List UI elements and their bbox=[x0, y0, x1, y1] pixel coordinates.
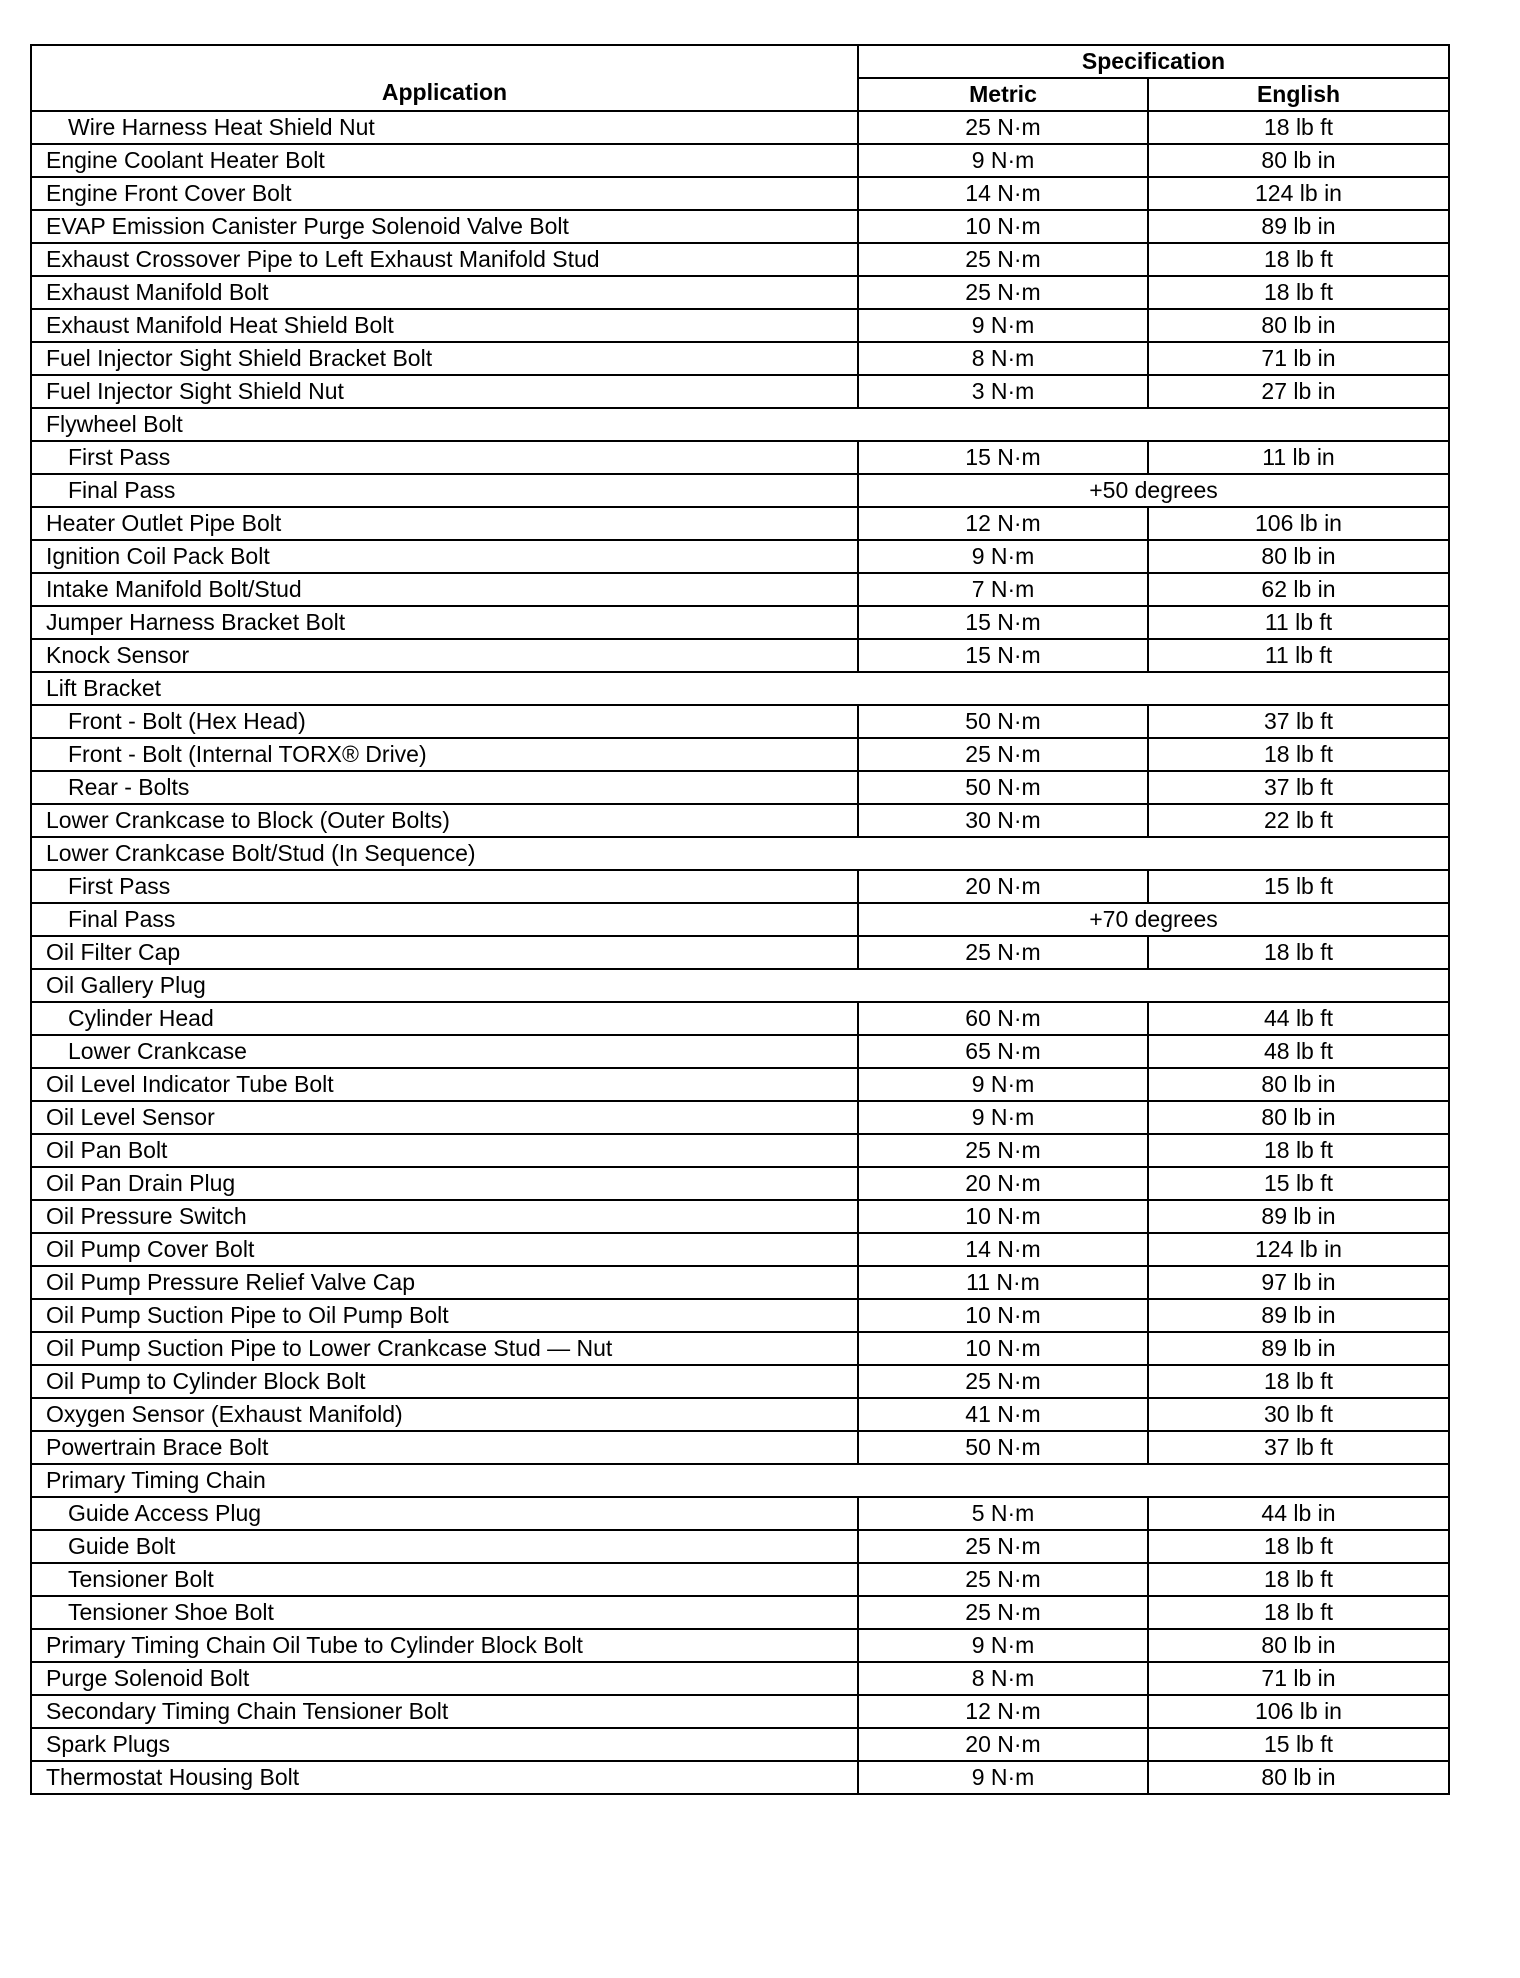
metric-cell: 9 N·m bbox=[858, 1761, 1148, 1794]
group-heading-cell: Oil Gallery Plug bbox=[31, 969, 858, 1002]
english-cell: 15 lb ft bbox=[1148, 1167, 1449, 1200]
torque-spec-table bbox=[30, 44, 1450, 1795]
english-cell: 106 lb in bbox=[1148, 507, 1449, 540]
english-cell: 37 lb ft bbox=[1148, 771, 1449, 804]
application-cell: Knock Sensor bbox=[31, 639, 858, 672]
application-cell: Engine Front Cover Bolt bbox=[31, 177, 858, 210]
application-cell: Intake Manifold Bolt/Stud bbox=[31, 573, 858, 606]
english-cell: 80 lb in bbox=[1148, 144, 1449, 177]
table-row bbox=[31, 771, 1449, 804]
table-row bbox=[31, 1530, 1449, 1563]
metric-cell: 3 N·m bbox=[858, 375, 1148, 408]
group-blank-cell bbox=[858, 672, 1449, 705]
english-cell: 80 lb in bbox=[1148, 1068, 1449, 1101]
metric-cell: 9 N·m bbox=[858, 1101, 1148, 1134]
table-row bbox=[31, 408, 1449, 441]
table-row bbox=[31, 1629, 1449, 1662]
application-cell: Heater Outlet Pipe Bolt bbox=[31, 507, 858, 540]
application-cell: Lower Crankcase to Block (Outer Bolts) bbox=[31, 804, 858, 837]
english-cell: 89 lb in bbox=[1148, 1200, 1449, 1233]
metric-cell: 10 N·m bbox=[858, 1200, 1148, 1233]
metric-cell: 5 N·m bbox=[858, 1497, 1148, 1530]
metric-cell: 25 N·m bbox=[858, 111, 1148, 144]
application-cell: Guide Bolt bbox=[31, 1530, 858, 1563]
english-cell: 80 lb in bbox=[1148, 1101, 1449, 1134]
english-cell: 18 lb ft bbox=[1148, 936, 1449, 969]
metric-cell: 25 N·m bbox=[858, 1134, 1148, 1167]
application-cell: Spark Plugs bbox=[31, 1728, 858, 1761]
table-body bbox=[31, 111, 1449, 1794]
english-cell: 18 lb ft bbox=[1148, 1596, 1449, 1629]
header-application: Application bbox=[31, 45, 858, 111]
metric-cell: 14 N·m bbox=[858, 177, 1148, 210]
table-row bbox=[31, 1068, 1449, 1101]
table-row bbox=[31, 309, 1449, 342]
header-specification: Specification bbox=[858, 45, 1449, 78]
metric-cell: 9 N·m bbox=[858, 1068, 1148, 1101]
table-row bbox=[31, 837, 1449, 870]
table-row bbox=[31, 1563, 1449, 1596]
english-cell: 22 lb ft bbox=[1148, 804, 1449, 837]
english-cell: 11 lb ft bbox=[1148, 639, 1449, 672]
application-cell: Guide Access Plug bbox=[31, 1497, 858, 1530]
english-cell: 15 lb ft bbox=[1148, 870, 1449, 903]
table-row bbox=[31, 111, 1449, 144]
table-row bbox=[31, 1728, 1449, 1761]
table-row bbox=[31, 144, 1449, 177]
table-row bbox=[31, 1365, 1449, 1398]
application-cell: Rear - Bolts bbox=[31, 771, 858, 804]
metric-cell: 15 N·m bbox=[858, 441, 1148, 474]
metric-cell: 25 N·m bbox=[858, 738, 1148, 771]
table-row bbox=[31, 276, 1449, 309]
english-cell: 71 lb in bbox=[1148, 342, 1449, 375]
table-row bbox=[31, 672, 1449, 705]
application-cell: Exhaust Crossover Pipe to Left Exhaust Manifold Stud bbox=[31, 243, 858, 276]
table-row bbox=[31, 903, 1449, 936]
metric-cell: 12 N·m bbox=[858, 1695, 1148, 1728]
header-row-1 bbox=[31, 45, 1449, 78]
english-cell: 18 lb ft bbox=[1148, 276, 1449, 309]
english-cell: 62 lb in bbox=[1148, 573, 1449, 606]
table-row bbox=[31, 1596, 1449, 1629]
table-row bbox=[31, 1134, 1449, 1167]
application-cell: Oil Level Sensor bbox=[31, 1101, 858, 1134]
application-cell: Primary Timing Chain Oil Tube to Cylinder Block Bolt bbox=[31, 1629, 858, 1662]
metric-cell: 25 N·m bbox=[858, 936, 1148, 969]
application-cell: Oxygen Sensor (Exhaust Manifold) bbox=[31, 1398, 858, 1431]
application-cell: Oil Pump to Cylinder Block Bolt bbox=[31, 1365, 858, 1398]
english-cell: 15 lb ft bbox=[1148, 1728, 1449, 1761]
table-row bbox=[31, 243, 1449, 276]
application-cell: Engine Coolant Heater Bolt bbox=[31, 144, 858, 177]
application-cell: Oil Pressure Switch bbox=[31, 1200, 858, 1233]
english-cell: 89 lb in bbox=[1148, 1332, 1449, 1365]
metric-cell: 8 N·m bbox=[858, 1662, 1148, 1695]
application-cell: Cylinder Head bbox=[31, 1002, 858, 1035]
application-cell: Final Pass bbox=[31, 474, 858, 507]
application-cell: Front - Bolt (Hex Head) bbox=[31, 705, 858, 738]
table-row bbox=[31, 342, 1449, 375]
group-blank-cell bbox=[858, 969, 1449, 1002]
table-row bbox=[31, 540, 1449, 573]
application-cell: Exhaust Manifold Heat Shield Bolt bbox=[31, 309, 858, 342]
application-cell: Fuel Injector Sight Shield Bracket Bolt bbox=[31, 342, 858, 375]
english-cell: 30 lb ft bbox=[1148, 1398, 1449, 1431]
metric-cell: 25 N·m bbox=[858, 276, 1148, 309]
english-cell: 37 lb ft bbox=[1148, 705, 1449, 738]
english-cell: 18 lb ft bbox=[1148, 738, 1449, 771]
metric-cell: 25 N·m bbox=[858, 243, 1148, 276]
table-row bbox=[31, 573, 1449, 606]
table-row bbox=[31, 705, 1449, 738]
application-cell: Oil Pump Suction Pipe to Lower Crankcase Stud — Nut bbox=[31, 1332, 858, 1365]
metric-cell: 50 N·m bbox=[858, 771, 1148, 804]
table-row bbox=[31, 936, 1449, 969]
application-cell: Wire Harness Heat Shield Nut bbox=[31, 111, 858, 144]
metric-cell: 20 N·m bbox=[858, 1167, 1148, 1200]
english-cell: 124 lb in bbox=[1148, 177, 1449, 210]
english-cell: 37 lb ft bbox=[1148, 1431, 1449, 1464]
metric-cell: 25 N·m bbox=[858, 1563, 1148, 1596]
table-row bbox=[31, 1332, 1449, 1365]
english-cell: 11 lb in bbox=[1148, 441, 1449, 474]
application-cell: Oil Level Indicator Tube Bolt bbox=[31, 1068, 858, 1101]
table-row bbox=[31, 375, 1449, 408]
metric-cell: 25 N·m bbox=[858, 1365, 1148, 1398]
english-cell: 80 lb in bbox=[1148, 1629, 1449, 1662]
metric-cell: 10 N·m bbox=[858, 1299, 1148, 1332]
metric-cell: 11 N·m bbox=[858, 1266, 1148, 1299]
english-cell: 71 lb in bbox=[1148, 1662, 1449, 1695]
metric-cell: 20 N·m bbox=[858, 1728, 1148, 1761]
metric-cell: 15 N·m bbox=[858, 606, 1148, 639]
application-cell: Thermostat Housing Bolt bbox=[31, 1761, 858, 1794]
metric-cell: 9 N·m bbox=[858, 309, 1148, 342]
application-cell: Oil Pan Drain Plug bbox=[31, 1167, 858, 1200]
table-row bbox=[31, 441, 1449, 474]
english-cell: 18 lb ft bbox=[1148, 1365, 1449, 1398]
metric-cell: 60 N·m bbox=[858, 1002, 1148, 1035]
table-row bbox=[31, 804, 1449, 837]
metric-cell: 50 N·m bbox=[858, 705, 1148, 738]
metric-cell: 25 N·m bbox=[858, 1530, 1148, 1563]
table-row bbox=[31, 1398, 1449, 1431]
application-cell: Oil Pump Pressure Relief Valve Cap bbox=[31, 1266, 858, 1299]
english-cell: 48 lb ft bbox=[1148, 1035, 1449, 1068]
application-cell: Oil Pump Cover Bolt bbox=[31, 1233, 858, 1266]
application-cell: Secondary Timing Chain Tensioner Bolt bbox=[31, 1695, 858, 1728]
metric-cell: 30 N·m bbox=[858, 804, 1148, 837]
table-row bbox=[31, 969, 1449, 1002]
group-blank-cell bbox=[858, 408, 1449, 441]
application-cell: Exhaust Manifold Bolt bbox=[31, 276, 858, 309]
table-row bbox=[31, 1167, 1449, 1200]
application-cell: EVAP Emission Canister Purge Solenoid Valve Bolt bbox=[31, 210, 858, 243]
group-heading-cell: Lift Bracket bbox=[31, 672, 858, 705]
metric-cell: 65 N·m bbox=[858, 1035, 1148, 1068]
header-english: English bbox=[1148, 78, 1449, 111]
application-cell: Final Pass bbox=[31, 903, 858, 936]
metric-cell: 8 N·m bbox=[858, 342, 1148, 375]
metric-cell: 15 N·m bbox=[858, 639, 1148, 672]
header-metric: Metric bbox=[858, 78, 1148, 111]
english-cell: 89 lb in bbox=[1148, 210, 1449, 243]
application-cell: Purge Solenoid Bolt bbox=[31, 1662, 858, 1695]
table-row bbox=[31, 210, 1449, 243]
metric-cell: 7 N·m bbox=[858, 573, 1148, 606]
english-cell: 97 lb in bbox=[1148, 1266, 1449, 1299]
table-row bbox=[31, 1002, 1449, 1035]
group-blank-cell bbox=[858, 837, 1449, 870]
english-cell: 27 lb in bbox=[1148, 375, 1449, 408]
english-cell: 80 lb in bbox=[1148, 540, 1449, 573]
group-heading-cell: Primary Timing Chain bbox=[31, 1464, 858, 1497]
metric-cell: 9 N·m bbox=[858, 144, 1148, 177]
metric-cell: 20 N·m bbox=[858, 870, 1148, 903]
english-cell: 18 lb ft bbox=[1148, 1563, 1449, 1596]
metric-cell: 9 N·m bbox=[858, 540, 1148, 573]
torque-spec-page bbox=[30, 44, 1448, 1795]
group-blank-cell bbox=[858, 1464, 1449, 1497]
table-row bbox=[31, 1266, 1449, 1299]
metric-cell: 25 N·m bbox=[858, 1596, 1148, 1629]
english-cell: 11 lb ft bbox=[1148, 606, 1449, 639]
table-row bbox=[31, 474, 1449, 507]
application-cell: First Pass bbox=[31, 870, 858, 903]
application-cell: Tensioner Bolt bbox=[31, 1563, 858, 1596]
metric-cell: 12 N·m bbox=[858, 507, 1148, 540]
table-row bbox=[31, 507, 1449, 540]
english-cell: 44 lb in bbox=[1148, 1497, 1449, 1530]
application-cell: Ignition Coil Pack Bolt bbox=[31, 540, 858, 573]
table-row bbox=[31, 1464, 1449, 1497]
metric-cell: 50 N·m bbox=[858, 1431, 1148, 1464]
table-row bbox=[31, 1200, 1449, 1233]
table-row bbox=[31, 738, 1449, 771]
application-cell: Oil Pump Suction Pipe to Oil Pump Bolt bbox=[31, 1299, 858, 1332]
table-row bbox=[31, 1695, 1449, 1728]
table-row bbox=[31, 1431, 1449, 1464]
english-cell: 18 lb ft bbox=[1148, 111, 1449, 144]
spec-span-cell: +70 degrees bbox=[858, 903, 1449, 936]
table-row bbox=[31, 1662, 1449, 1695]
group-heading-cell: Flywheel Bolt bbox=[31, 408, 858, 441]
english-cell: 106 lb in bbox=[1148, 1695, 1449, 1728]
spec-span-cell: +50 degrees bbox=[858, 474, 1449, 507]
english-cell: 124 lb in bbox=[1148, 1233, 1449, 1266]
metric-cell: 41 N·m bbox=[858, 1398, 1148, 1431]
table-row bbox=[31, 1761, 1449, 1794]
table-row bbox=[31, 606, 1449, 639]
table-row bbox=[31, 1101, 1449, 1134]
application-cell: Jumper Harness Bracket Bolt bbox=[31, 606, 858, 639]
group-heading-cell: Lower Crankcase Bolt/Stud (In Sequence) bbox=[31, 837, 858, 870]
english-cell: 80 lb in bbox=[1148, 1761, 1449, 1794]
application-cell: Lower Crankcase bbox=[31, 1035, 858, 1068]
english-cell: 80 lb in bbox=[1148, 309, 1449, 342]
application-cell: Powertrain Brace Bolt bbox=[31, 1431, 858, 1464]
application-cell: Oil Filter Cap bbox=[31, 936, 858, 969]
application-cell: First Pass bbox=[31, 441, 858, 474]
english-cell: 18 lb ft bbox=[1148, 243, 1449, 276]
metric-cell: 14 N·m bbox=[858, 1233, 1148, 1266]
table-row bbox=[31, 639, 1449, 672]
english-cell: 18 lb ft bbox=[1148, 1530, 1449, 1563]
english-cell: 18 lb ft bbox=[1148, 1134, 1449, 1167]
application-cell: Front - Bolt (Internal TORX® Drive) bbox=[31, 738, 858, 771]
application-cell: Oil Pan Bolt bbox=[31, 1134, 858, 1167]
table-row bbox=[31, 870, 1449, 903]
metric-cell: 10 N·m bbox=[858, 1332, 1148, 1365]
metric-cell: 10 N·m bbox=[858, 210, 1148, 243]
application-cell: Fuel Injector Sight Shield Nut bbox=[31, 375, 858, 408]
application-cell: Tensioner Shoe Bolt bbox=[31, 1596, 858, 1629]
metric-cell: 9 N·m bbox=[858, 1629, 1148, 1662]
table-row bbox=[31, 1497, 1449, 1530]
table-row bbox=[31, 177, 1449, 210]
table-row bbox=[31, 1233, 1449, 1266]
table-row bbox=[31, 1299, 1449, 1332]
english-cell: 44 lb ft bbox=[1148, 1002, 1449, 1035]
table-row bbox=[31, 1035, 1449, 1068]
english-cell: 89 lb in bbox=[1148, 1299, 1449, 1332]
